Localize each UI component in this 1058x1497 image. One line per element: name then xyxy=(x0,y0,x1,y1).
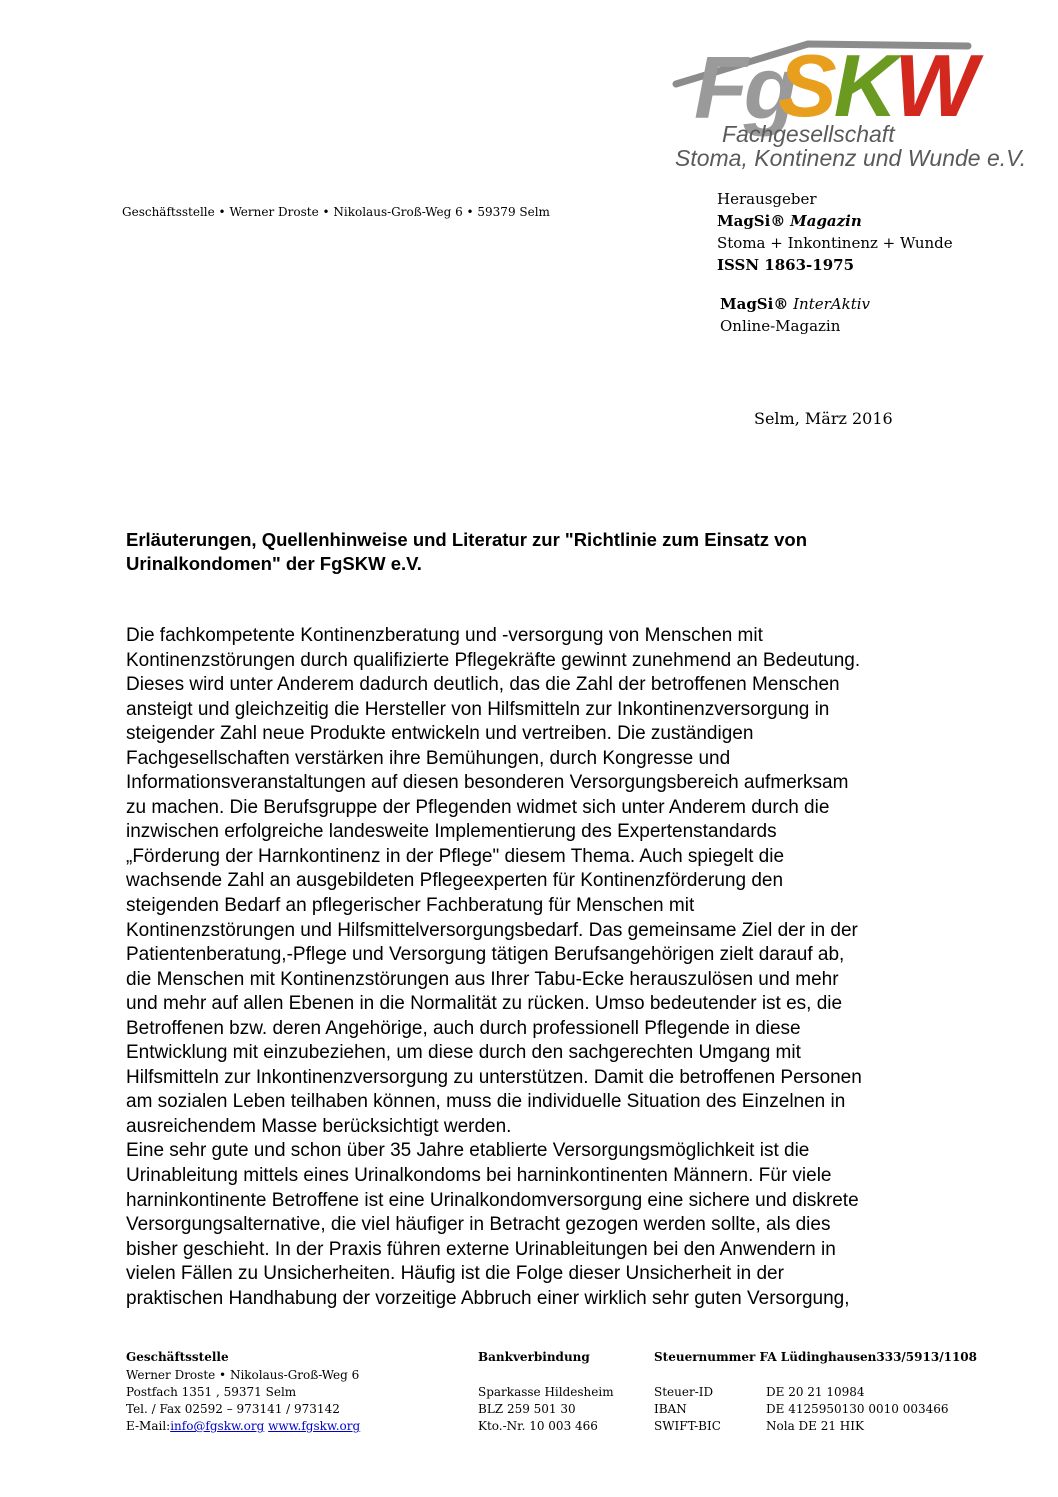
footer-bank-blz: BLZ 259 501 30 xyxy=(478,1402,576,1416)
body-line: Entwicklung mit einzubeziehen, um diese durch den sachgerechten Umgang mit xyxy=(126,1042,801,1064)
body-line: Informationsveranstaltungen auf diesen besonderen Versorgungsbereich aufmerksam xyxy=(126,772,849,794)
body-line: steigenden Bedarf an pflegerischer Fachberatung für Menschen mit xyxy=(126,895,695,917)
body-line: Kontinenzstörungen durch qualifizierte Pflegekräfte gewinnt zunehmend an Bedeutung. xyxy=(126,649,861,671)
online-magazine-name: MagSi® xyxy=(720,295,789,313)
logo-subtitle-line1: Fachgesellschaft xyxy=(722,121,895,147)
fgskw-logo xyxy=(668,36,1027,178)
body-line: Betroffenen bzw. deren Angehörige, auch durch professionell Pflegende in diese xyxy=(126,1017,801,1039)
body-text xyxy=(126,624,958,1311)
footer-email-link[interactable]: info@fgskw.org xyxy=(170,1419,265,1433)
logo-letter-w: W xyxy=(894,36,975,135)
footer-website-link[interactable]: www.fgskw.org xyxy=(268,1419,361,1433)
body-line: ausreichendem Masse berücksichtigt werden. xyxy=(126,1115,512,1137)
footer-bank-heading: Bankverbindung xyxy=(478,1350,590,1364)
online-magazine-title xyxy=(720,293,870,315)
body-line: wachsende Zahl an ausgebildeten Pflegeexperten für Kontinenzförderung den xyxy=(126,870,784,892)
publisher-label: Herausgeber xyxy=(717,190,817,208)
magazine-suffix: Magazin xyxy=(790,212,862,230)
publisher-block xyxy=(717,188,953,276)
footer-bank-account: Kto.-Nr. 10 003 466 xyxy=(478,1419,598,1433)
logo-fg-letters: Fg xyxy=(694,38,794,137)
online-magazine-suffix: InterAktiv xyxy=(793,295,871,313)
footer-office-heading: Geschäftsstelle xyxy=(126,1350,229,1364)
body-line: steigender Zahl neue Produkte entwickeln und vertreiben. Die zuständigen xyxy=(126,723,754,745)
body-line: die Menschen mit Kontinenzstörungen aus Ihrer Tabu-Ecke herauszulösen und mehr xyxy=(126,968,839,990)
online-magazine-block xyxy=(720,293,870,337)
footer-swift-label: SWIFT-BIC xyxy=(654,1419,721,1433)
logo-subtitle-line2: Stoma, Kontinenz und Wunde e.V. xyxy=(675,145,1027,171)
document-title-line2: Urinalkondomen" der FgSKW e.V. xyxy=(126,553,422,574)
footer-tax-heading: Steuernummer FA Lüdinghausen333/5913/1108 xyxy=(654,1350,977,1364)
body-line: Die fachkompetente Kontinenzberatung und -versorgung von Menschen mit xyxy=(126,625,763,646)
body-line: zu machen. Die Berufsgruppe der Pflegenden widmet sich unter Anderem durch die xyxy=(126,796,830,818)
footer-tax-id-label: Steuer-ID xyxy=(654,1385,714,1399)
footer-iban-value: DE 4125950130 0010 003466 xyxy=(766,1402,949,1416)
letterhead-footer xyxy=(0,1350,1058,1450)
footer-iban-label: IBAN xyxy=(654,1402,687,1416)
body-line: inzwischen erfolgreiche landesweite Implementierung des Expertenstandards xyxy=(126,821,777,843)
magazine-name: MagSi® xyxy=(717,212,786,230)
footer-office-line1: Werner Droste • Nikolaus-Groß-Weg 6 xyxy=(126,1368,360,1382)
logo-letter-k: K xyxy=(833,36,895,135)
logo-skw-letters xyxy=(778,36,975,135)
footer-office-line3: Tel. / Fax 02592 – 973141 / 973142 xyxy=(126,1402,340,1416)
footer-swift-value: Nola DE 21 HIK xyxy=(766,1419,864,1433)
body-line: Versorgungsalternative, die viel häufiger in Betracht gezogen werden sollte, als dies xyxy=(126,1214,831,1236)
body-line: und mehr auf allen Ebenen in die Normalität zu rücken. Umso bedeutender ist es, die xyxy=(126,993,843,1015)
sender-address-line: Geschäftsstelle • Werner Droste • Nikolaus-Groß-Weg 6 • 59379 Selm xyxy=(122,205,550,219)
footer-office-line2: Postfach 1351 , 59371 Selm xyxy=(126,1385,297,1399)
body-line: Fachgesellschaften verstärken ihre Bemühungen, durch Kongresse und xyxy=(126,747,731,769)
footer-contact-line xyxy=(126,1419,360,1433)
body-line: Urinableitung mittels eines Urinalkondoms bei harninkontinenten Männern. Für viele xyxy=(126,1165,832,1187)
magazine-issn: ISSN 1863-1975 xyxy=(717,256,855,274)
footer-email-label: E-Mail: xyxy=(126,1419,171,1433)
body-line: bisher geschieht. In der Praxis führen externe Urinableitungen bei den Anwendern in xyxy=(126,1238,836,1260)
body-line: vielen Fällen zu Unsicherheiten. Häufig ist die Folge dieser Unsicherheit in der xyxy=(126,1263,784,1285)
magazine-title xyxy=(717,210,953,232)
online-magazine-type: Online-Magazin xyxy=(720,317,841,335)
body-line: Hilfsmitteln zur Inkontinenzversorgung zu unterstützen. Damit die betroffenen Personen xyxy=(126,1066,862,1088)
date-line: Selm, März 2016 xyxy=(754,409,893,428)
body-line: harninkontinente Betroffene ist eine Urinalkondomversorgung eine sichere und diskrete xyxy=(126,1189,859,1211)
footer-tax-id-value: DE 20 21 10984 xyxy=(766,1385,865,1399)
logo-letter-s: S xyxy=(778,36,834,135)
body-line: Dieses wird unter Anderem dadurch deutlich, das die Zahl der betroffenen Menschen xyxy=(126,674,840,696)
body-line: ansteigt und gleichzeitig die Hersteller von Hilfsmitteln zur Inkontinenzversorgung in xyxy=(126,698,830,720)
body-line: Patientenberatung,-Pflege und Versorgung tätigen Berufsangehörigen zielt darauf ab, xyxy=(126,944,845,966)
body-line: praktischen Handhabung der vorzeitige Abbruch einer wirklich sehr guten Versorgung, xyxy=(126,1287,850,1309)
footer-bank-name: Sparkasse Hildesheim xyxy=(478,1385,614,1399)
body-line: „Förderung der Harnkontinenz in der Pflege" diesem Thema. Auch spiegelt die xyxy=(126,845,785,867)
body-line: Eine sehr gute und schon über 35 Jahre etablierte Versorgungsmöglichkeit ist die xyxy=(126,1140,810,1162)
document-title-line1: Erläuterungen, Quellenhinweise und Literatur zur "Richtlinie zum Einsatz von xyxy=(126,529,808,550)
body-line: Kontinenzstörungen und Hilfsmittelversorgungsbedarf. Das gemeinsame Ziel der in der xyxy=(126,919,858,941)
document-title xyxy=(126,528,926,576)
magazine-topics: Stoma + Inkontinenz + Wunde xyxy=(717,234,953,252)
body-line: am sozialen Leben teilhaben können, muss die individuelle Situation des Einzelnen in xyxy=(126,1091,846,1113)
